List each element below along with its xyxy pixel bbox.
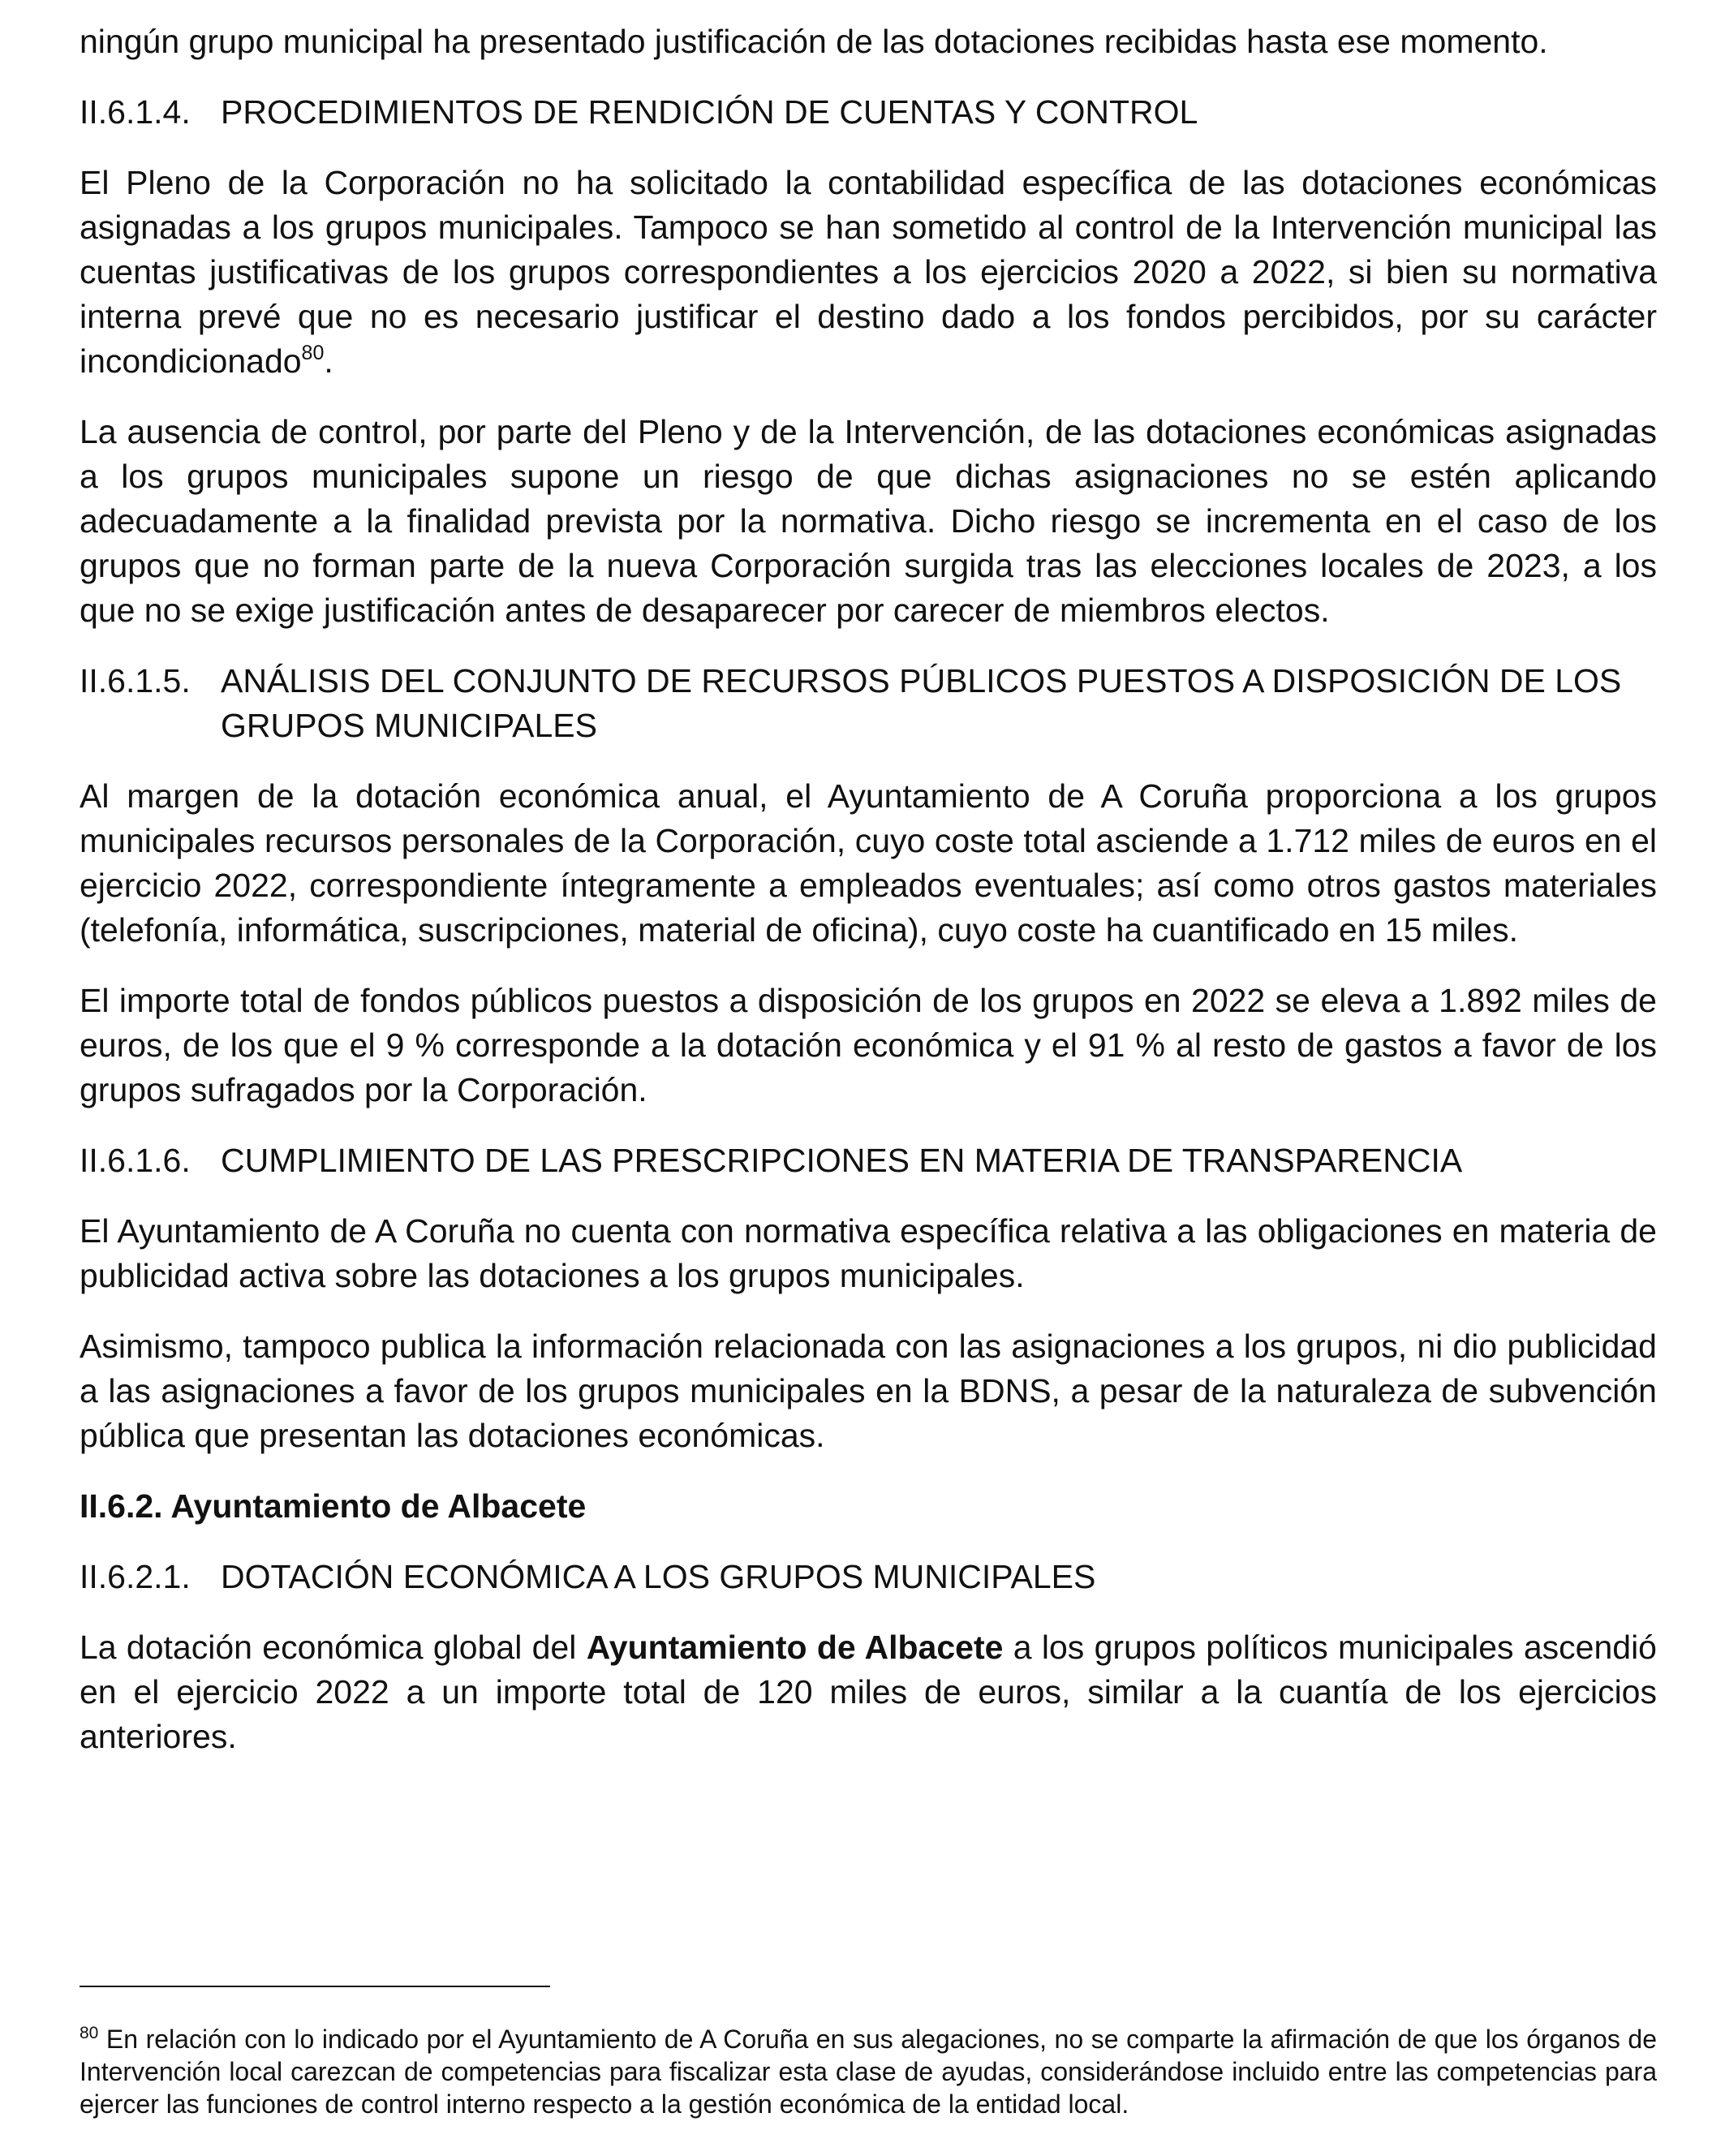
- footnote-text: En relación con lo indicado por el Ayuntamiento de A Coruña en sus alegaciones, no se comparte la afirmación de que los órganos de Intervención local carezcan de competencias para fiscalizar esta clase de ayudas, considerándose incluido entre las competencias para ejercer las funciones de control interno respecto a la gestión económica de la entidad local.: [80, 2025, 1657, 2119]
- heading-number: II.6.2.1.: [80, 1558, 191, 1595]
- footnote-80: [80, 2023, 1657, 2120]
- paragraph-text: La dotación económica global del: [80, 1629, 587, 1666]
- paragraph-dotacion-albacete: [80, 1625, 1657, 1759]
- section-heading-albacete: II.6.2. Ayuntamiento de Albacete: [80, 1487, 587, 1525]
- heading-title: ANÁLISIS DEL CONJUNTO DE RECURSOS PÚBLICOS PUESTOS A DISPOSICIÓN DE LOS GRUPOS MUNICIPALES: [221, 662, 1622, 744]
- heading-analisis-recursos: [80, 659, 1657, 748]
- paragraph-ausencia-control: La ausencia de control, por parte del Pleno y de la Intervención, de las dotaciones económicas asignadas a los grupos municipales supone un riesgo de que dichas asignaciones no se estén aplicando adecuadamente a la finalidad prevista por la normativa. Dicho riesgo se incrementa en el caso de los grupos que no forman parte de la nueva Corporación surgida tras las elecciones locales de 2023, a los que no se exige justificación antes de desaparecer por carecer de miembros electos.: [80, 413, 1657, 629]
- paragraph-recursos-personales: Al margen de la dotación económica anual, el Ayuntamiento de A Coruña proporciona a los grupos municipales recursos personales de la Corporación, cuyo coste total asciende a 1.712 miles de euros en el ejercicio 2022, correspondiente íntegramente a empleados eventuales; así como otros gastos materiales (telefonía, informática, suscripciones, material de oficina), cuyo coste ha cuantificado en 15 miles.: [80, 777, 1657, 949]
- footnote-reference[interactable]: 80: [301, 342, 325, 364]
- footnote-number: 80: [80, 2024, 99, 2042]
- heading-procedimientos-rendicion: [80, 90, 1657, 135]
- heading-title: PROCEDIMIENTOS DE RENDICIÓN DE CUENTAS Y CONTROL: [221, 93, 1198, 131]
- paragraph-end: .: [324, 342, 333, 380]
- heading-dotacion-economica: [80, 1555, 1657, 1599]
- paragraph-intro: ningún grupo municipal ha presentado justificación de las dotaciones recibidas hasta ese momento.: [80, 23, 1548, 60]
- paragraph-text: El Pleno de la Corporación no ha solicitado la contabilidad específica de las dotaciones económicas asignadas a los grupos municipales. Tampoco se han sometido al control de la Intervención municipal las cuentas justificativas de los grupos correspondientes a los ejercicios 2020 a 2022, si bien su normativa interna prevé que no es necesario justificar el destino dado a los fondos percibidos, por su carácter incondicionado: [80, 164, 1657, 380]
- paragraph-importe-total: El importe total de fondos públicos puestos a disposición de los grupos en 2022 se eleva a 1.892 miles de euros, de los que el 9 % corresponde a la dotación económica y el 91 % al resto de gastos a favor de los grupos sufragados por la Corporación.: [80, 982, 1657, 1108]
- heading-title: CUMPLIMIENTO DE LAS PRESCRIPCIONES EN MATERIA DE TRANSPARENCIA: [221, 1142, 1463, 1179]
- document-body: [80, 19, 1657, 1785]
- heading-number: II.6.1.5.: [80, 662, 191, 699]
- paragraph-bold-entity: Ayuntamiento de Albacete: [586, 1629, 1004, 1666]
- heading-number: II.6.1.4.: [80, 93, 191, 131]
- heading-transparencia: [80, 1138, 1657, 1183]
- paragraph-pleno-contabilidad: [80, 161, 1657, 384]
- paragraph-bdns: Asimismo, tampoco publica la información relacionada con las asignaciones a los grupos, ni dio publicidad a las asignaciones a favor de los grupos municipales en la BDNS, a pesar de la naturaleza de subvención pública que presentan las dotaciones económicas.: [80, 1328, 1657, 1454]
- paragraph-normativa-publicidad: El Ayuntamiento de A Coruña no cuenta con normativa específica relativa a las obligaciones en materia de publicidad activa sobre las dotaciones a los grupos municipales.: [80, 1212, 1657, 1294]
- heading-title: DOTACIÓN ECONÓMICA A LOS GRUPOS MUNICIPALES: [221, 1558, 1096, 1595]
- paragraph-text: a los grupos políticos municipales ascendió en el ejercicio 2022 a un importe total de 120 miles de euros, similar a la cuantía de los ejercicios anteriores.: [80, 1629, 1657, 1755]
- heading-number: II.6.1.6.: [80, 1142, 191, 1179]
- footnote-separator: [80, 1986, 550, 1987]
